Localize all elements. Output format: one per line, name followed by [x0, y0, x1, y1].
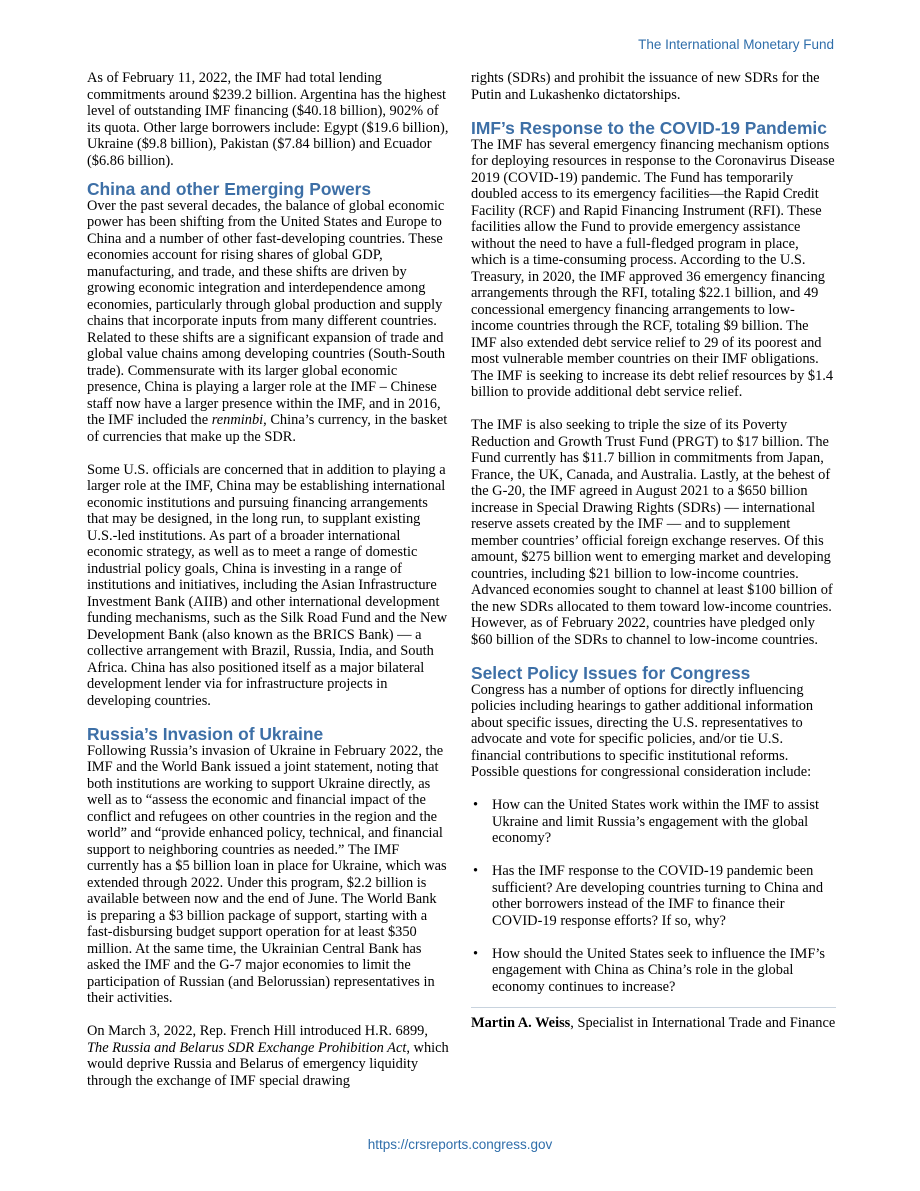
china-section-heading: China and other Emerging Powers [87, 179, 372, 199]
policy-paragraph: Congress has a number of options for directly influencing policies including hearings to gather additional information about specific issues, directing the U.S. representatives to advocate and vote for specific policies, and/or tie U.S. financial contributions to specific institutional reforms. Possible questions for congressional consideration include: [471, 681, 814, 780]
right-column [471, 70, 836, 1032]
china-p1-text-a: Over the past several decades, the balance of global economic power has been shifting from the United States and Europe to China and a number of other fast-developing countries. These economies account for rising shares of global GDP, manufacturing, and trade, and these shifts are driven by growing economic integration and interdependence among economies, particularly through global production and supply chains that incorporate inputs from many different countries. Related to these shifts are a significant expansion of trade and global value chains among developing countries (South-South trade). Commensurate with its larger global economic presence, China is playing a larger role at the IMF – Chinese staff now have a larger presence within the IMF, and in 2016, the IMF included the [87, 197, 446, 428]
bill-title: The Russia and Belarus SDR Exchange Prohibition Act [87, 1039, 407, 1056]
continuation-paragraph: rights (SDRs) and prohibit the issuance of new SDRs for the Putin and Lukashenko dictatorships. [471, 70, 820, 103]
left-column [87, 70, 449, 1089]
author-title: , Specialist in International Trade and Finance [570, 1015, 836, 1031]
china-paragraph-2: Some U.S. officials are concerned that in addition to playing a larger role at the IMF, China may be establishing international economic institutions and pursuing financing arrangements that may be designed, in the long run, to supplant existing U.S.-led institutions. As part of a broader international economic strategy, as well as to meet a range of domestic industrial policy goals, China is investing in a range of institutions and initiatives, including the Asian Infrastructure Investment Bank (AIIB) and other international development funding mechanisms, such as the Silk Road Fund and the New Development Bank (also known as the BRICS Bank) — a collective arrangement with Brazil, Russia, India, and South Africa. China has also positioned itself as a major bilateral development lender via for infrastructure projects in developing countries. [87, 461, 448, 709]
intro-paragraph: As of February 11, 2022, the IMF had total lending commitments around $239.2 billion. Argentina has the highest level of outstanding IMF financing ($40.18 billion), 902% of its quota. Other large borrowers include: Egypt ($19.6 billion), Ukraine ($9.8 billion), Pakistan ($7.84 billion) and Ecuador ($6.86 billion). [87, 70, 449, 169]
question-item-2: • Has the IMF response to the COVID-19 pandemic been sufficient? Are developing countries turning to China and other borrowers instead of the IMF to finance their COVID-19 response efforts? If so, why? [471, 863, 836, 929]
china-paragraph-1 [87, 198, 449, 446]
policy-section-heading: Select Policy Issues for Congress [471, 663, 751, 683]
russia-p2-text-a: On March 3, 2022, Rep. French Hill introduced H.R. 6899, [87, 1023, 428, 1039]
covid-section-heading: IMF’s Response to the COVID-19 Pandemic [471, 118, 827, 138]
author-name: Martin A. Weiss [471, 1015, 571, 1031]
china-p1-text-b: , China’s currency, in the basket of currencies that make up the SDR. [87, 412, 448, 445]
author-credit [471, 1015, 836, 1032]
question-item-1: • How can the United States work within the IMF to assist Ukraine and limit Russia’s engagement with the global economy? [471, 797, 836, 847]
russia-section-heading: Russia’s Invasion of Ukraine [87, 724, 324, 744]
covid-paragraph-2: The IMF is also seeking to triple the size of its Poverty Reduction and Growth Trust Fund (PRGT) to $17 billion. The Fund currently has $11.7 billion in commitments from Japan, France, the UK, Canada, and Australia. Lastly, at the behest of the G-20, the IMF agreed in August 2021 to a $650 billion increase in Special Drawing Rights (SDRs) — international reserve assets created by the IMF — and to supplement member countries’ official foreign exchange reserves. Of this amount, $275 billion went to emerging market and developing countries, including $21 billion to low-income countries. Advanced economies sought to channel at least $100 billion of the new SDRs allocated to them toward low-income countries. However, as of February 2022, countries have pledged only $60 billion of the SDRs to channel to low-income countries. [471, 417, 833, 648]
question-item-3: • How should the United States seek to influence the IMF’s engagement with China as China’s role in the global economy continues to increase? [471, 946, 836, 996]
russia-p2-text-b: , which would deprive Russia and Belarus of emergency liquidity through the exchange of IMF special drawing [87, 1039, 449, 1089]
running-header: The International Monetary Fund [638, 37, 834, 52]
footer [0, 1137, 920, 1152]
russia-paragraph-2 [87, 1023, 449, 1089]
renminbi-term: renminbi [211, 412, 264, 428]
covid-paragraph-1: The IMF has several emergency financing mechanism options for deploying resources in response to the Coronavirus Disease 2019 (COVID-19) pandemic. The Fund has temporarily doubled access to its emergency facilities—the Rapid Credit Facility (RCF) and Rapid Financing Instrument (RFI). These facilities allow the Fund to provide emergency assistance without the need to have a full-fledged program in place, which is a time-consuming process. According to the U.S. Treasury, in 2020, the IMF approved 36 emergency financing arrangements through the RFI, totaling $22.1 billion, and 49 concessional emergency financing arrangements to low-income countries through the RCF, totaling $9 billion. The IMF also extended debt service relief to 29 of its poorest and most vulnerable member countries on their IMF obligations. The IMF is seeking to increase its debt relief resources by $1.4 billion to provide additional debt service relief. [471, 136, 835, 400]
questions-list [471, 797, 836, 995]
russia-paragraph-1: Following Russia’s invasion of Ukraine in February 2022, the IMF and the World Bank issued a joint statement, noting that both institutions are working to support Ukraine directly, as well as to “assess the economic and financial impact of the conflict and refugees on other countries in the region and the world” and “provide enhanced policy, technical, and financial support to neighboring countries as needed.” The IMF currently has a $5 billion loan in place for Ukraine, which was extended through 2022. Under this program, $2.2 billion is available between now and the end of June. The World Bank is preparing a $3 billion package of support, starting with a fast-disbursing budget support operation for at least $350 million. At the same time, the Ukrainian Central Bank has asked the IMF and the G-7 major economies to limit the participation of Russian (and Belorussian) representatives in their activities. [87, 742, 447, 1006]
author-divider [471, 1007, 836, 1008]
footer-link[interactable]: https://crsreports.congress.gov [367, 1137, 553, 1152]
